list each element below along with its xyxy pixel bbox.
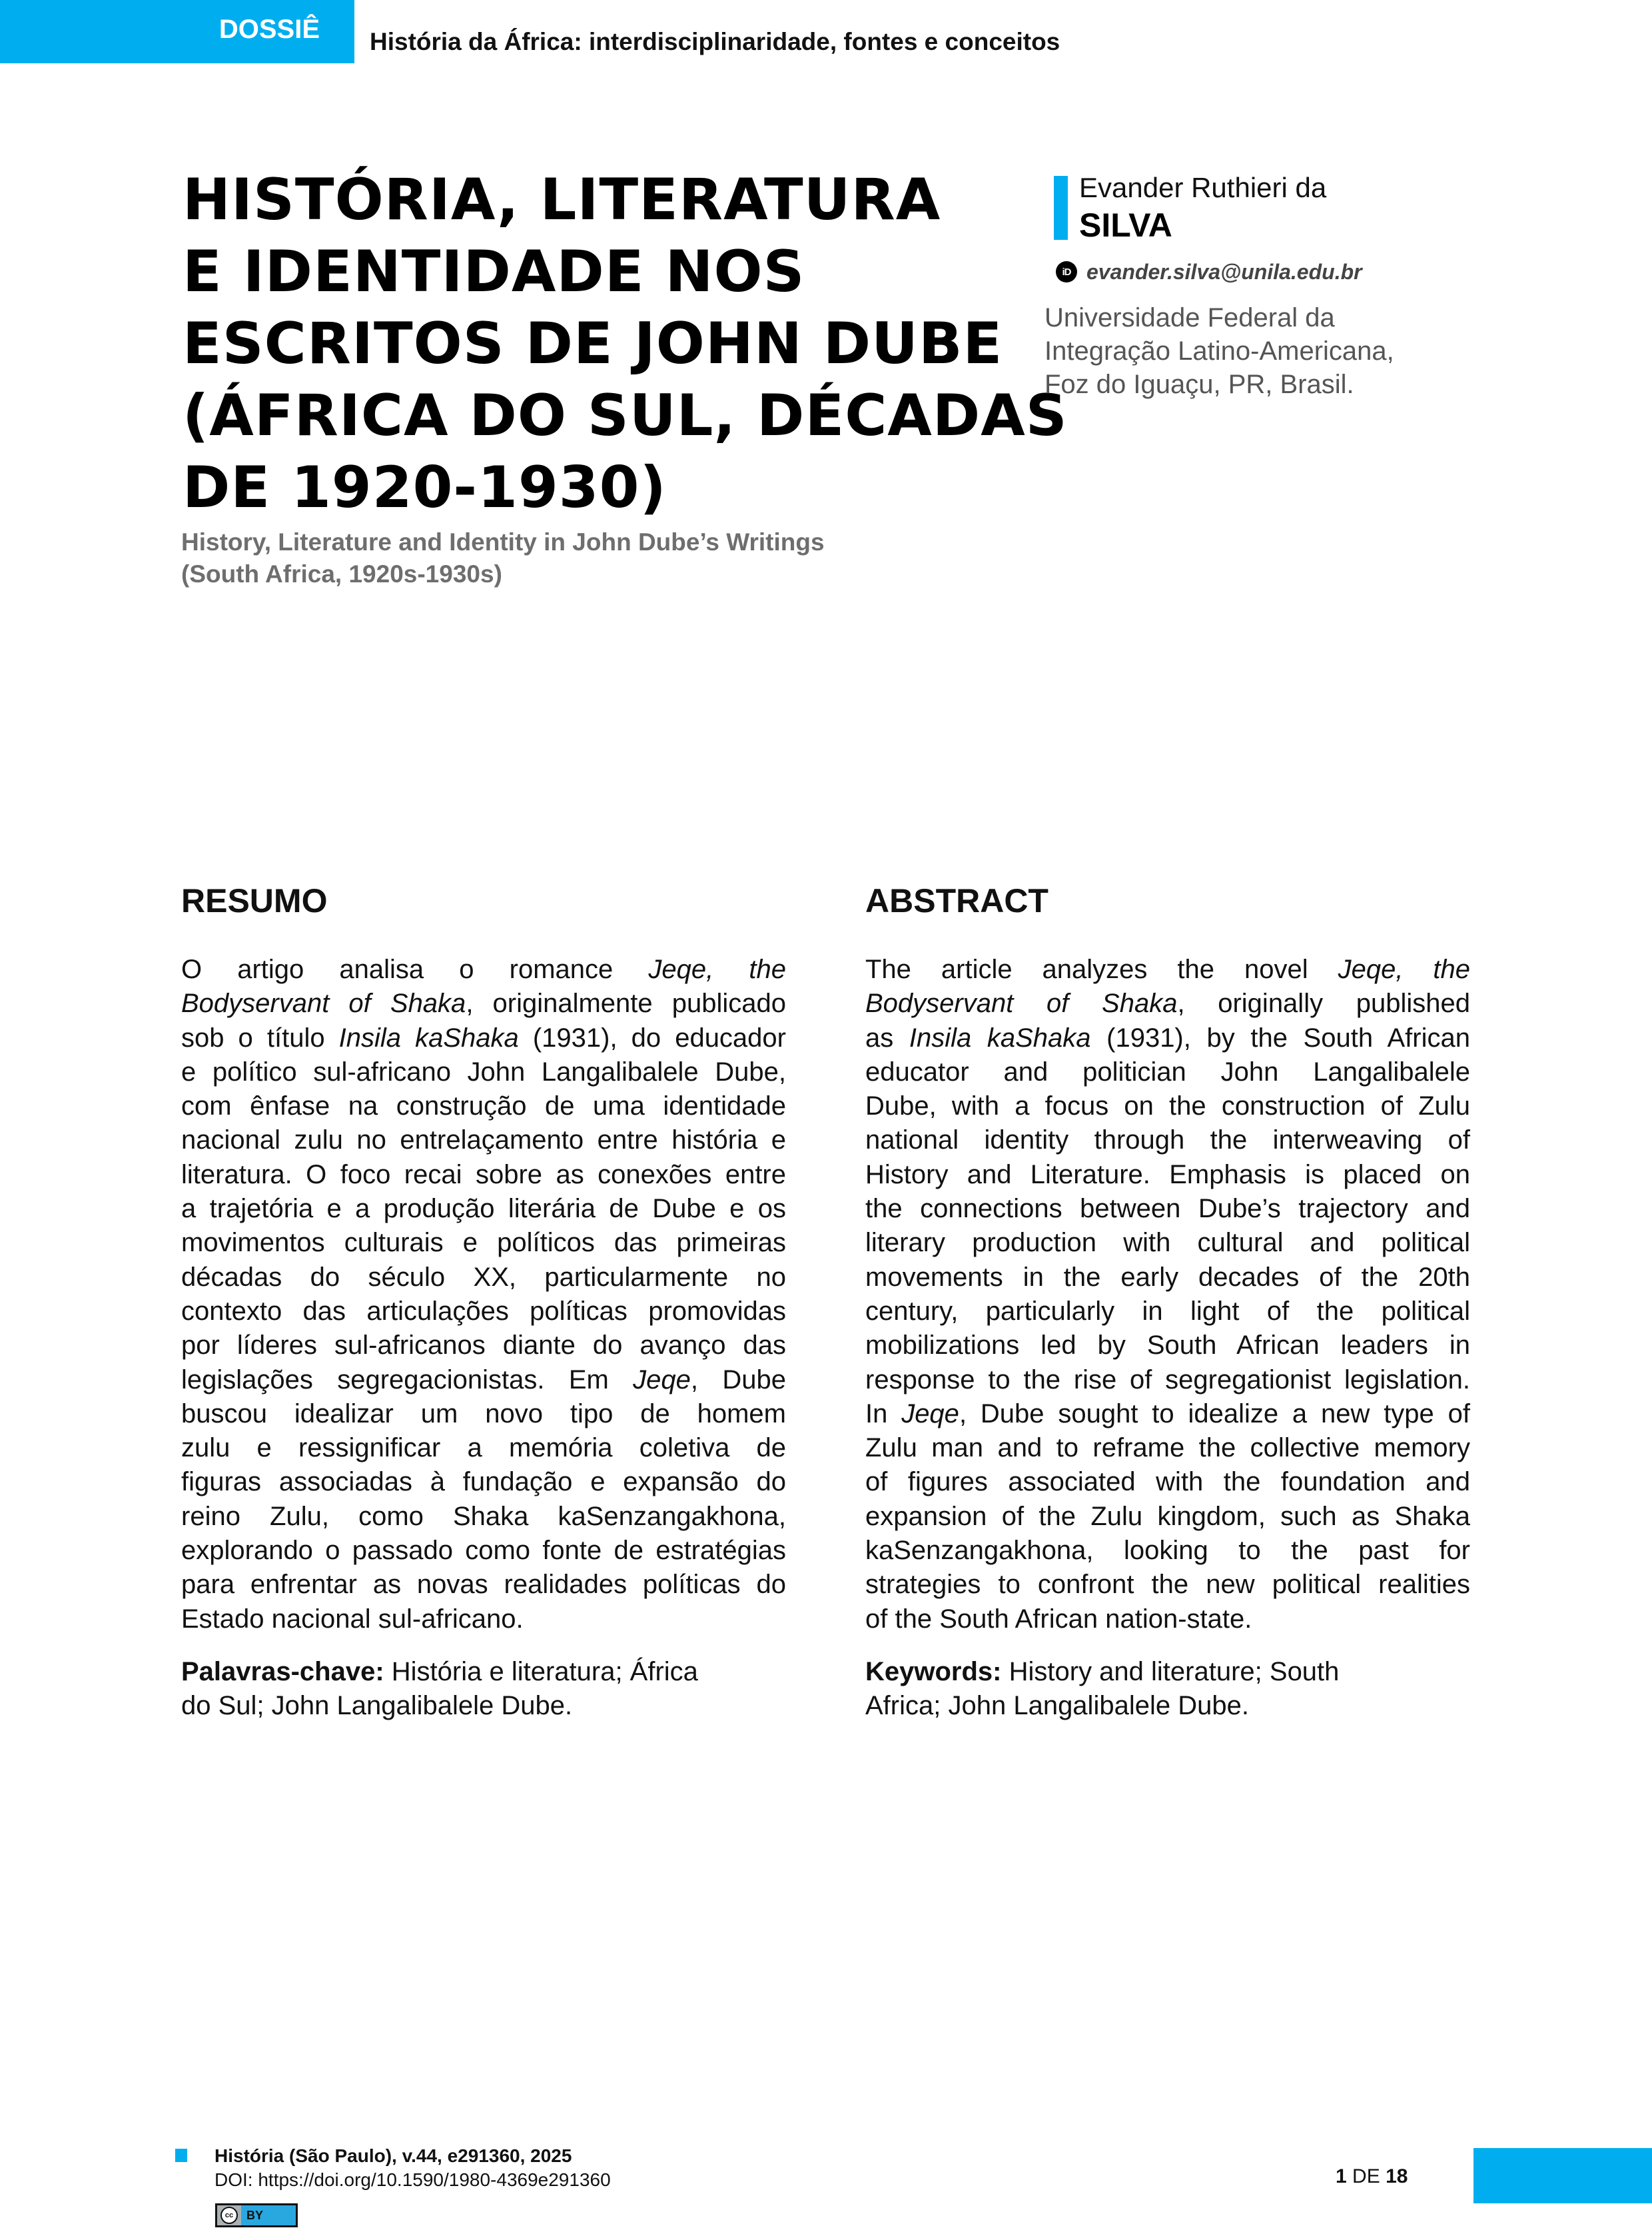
author-accent-bar <box>1054 176 1068 240</box>
paragraph-line: of the South African nation-state. <box>865 1604 1252 1634</box>
keywords-text: History and literature; South <box>1001 1656 1340 1686</box>
paragraph-line: sob o título Insila kaShaka (1931), do educador <box>181 1023 786 1053</box>
page-number <box>1336 2165 1408 2188</box>
affiliation-line: Foz do Iguaçu, PR, Brasil. <box>1044 370 1354 399</box>
paragraph-line: national identity through the interweaving of <box>865 1125 1470 1155</box>
cc-icon-area <box>217 2205 241 2225</box>
paragraph-line: of figures associated with the foundation and <box>865 1467 1470 1497</box>
paragraph-line: com ênfase na construção de uma identidade <box>181 1091 786 1121</box>
paragraph-line: contexto das articulações políticas promovidas <box>181 1296 786 1326</box>
current-page: 1 <box>1336 2165 1347 2187</box>
title-line: E IDENTIDADE NOS <box>183 239 805 305</box>
italic-title: Jeqe, the <box>1338 955 1471 984</box>
abstract-heading: ABSTRACT <box>865 882 1048 919</box>
paragraph-line: History and Literature. Emphasis is placed on <box>865 1159 1470 1189</box>
paragraph-line: reino Zulu, como Shaka kaSenzangakhona, <box>181 1501 786 1531</box>
paragraph-line: the connections between Dube’s trajectory and <box>865 1194 1470 1224</box>
paragraph-line: The article analyzes the novel Jeqe, the <box>865 955 1471 984</box>
resumo-section <box>181 881 786 1724</box>
paragraph-line: response to the rise of segregationist legislation. <box>865 1365 1470 1394</box>
author-given-names: Evander Ruthieri da <box>1079 172 1327 203</box>
dossier-title: História da África: interdisciplinaridade, fontes e conceitos <box>370 28 1060 55</box>
italic-title: Jeqe <box>901 1398 959 1428</box>
footer-accent-bar <box>1473 2148 1652 2203</box>
affiliation-line: Universidade Federal da <box>1044 303 1335 332</box>
title-line: (ÁFRICA DO SUL, DÉCADAS <box>183 382 1068 449</box>
paragraph-line: décadas do século XX, particularmente no <box>181 1262 786 1292</box>
footer-accent-square <box>175 2149 187 2162</box>
paragraph-line: as Insila kaShaka (1931), by the South African <box>865 1023 1470 1053</box>
author-contact <box>1056 259 1362 285</box>
keywords-label: Palavras-chave: <box>181 1656 384 1686</box>
paragraph-line: literary production with cultural and political <box>865 1228 1470 1258</box>
subtitle-line: History, Literature and Identity in John Dube’s Writings <box>181 528 825 556</box>
keywords-text: do Sul; John Langalibalele Dube. <box>181 1691 573 1721</box>
title-line: ESCRITOS DE JOHN DUBE <box>183 310 1003 377</box>
resumo-keywords <box>181 1655 786 1724</box>
paragraph-line: Estado nacional sul-africano. <box>181 1604 524 1634</box>
dossier-banner <box>0 0 354 63</box>
paragraph-line: O artigo analisa o romance Jeqe, the <box>181 955 786 984</box>
paragraph-line: educator and politician John Langalibalele <box>865 1057 1470 1087</box>
doi-link[interactable]: DOI: https://doi.org/10.1590/1980-4369e291360 <box>214 2169 611 2190</box>
paragraph-line: expansion of the Zulu kingdom, such as Shaka <box>865 1501 1470 1531</box>
abstract-section <box>865 881 1470 1724</box>
title-line: HISTÓRIA, LITERATURA <box>183 167 941 233</box>
keywords-label: Keywords: <box>865 1656 1002 1686</box>
author-family-name: SILVA <box>1079 207 1172 244</box>
paragraph-line: In Jeqe, Dube sought to idealize a new type of <box>865 1398 1470 1428</box>
paragraph-line: literatura. O foco recai sobre as conexões entre <box>181 1159 786 1189</box>
cc-by-label: BY <box>246 2208 264 2222</box>
italic-title: Jeqe <box>633 1365 691 1394</box>
page-separator: DE <box>1352 2165 1380 2187</box>
paragraph-line: por líderes sul-africanos diante do avanço das <box>181 1331 786 1361</box>
paragraph-line: para enfrentar as novas realidades políticas do <box>181 1570 786 1600</box>
keywords-text: Africa; John Langalibalele Dube. <box>865 1691 1249 1721</box>
paragraph-line: kaSenzangakhona, looking to the past for <box>865 1536 1470 1566</box>
paragraph-line: legislações segregacionistas. Em Jeqe, Dube <box>181 1365 786 1394</box>
orcid-id-icon[interactable]: iD <box>1056 261 1077 282</box>
article-subtitle-english <box>181 526 981 590</box>
subtitle-line: (South Africa, 1920s-1930s) <box>181 560 502 588</box>
italic-title: Bodyservant of Shaka <box>865 989 1178 1019</box>
abstract-keywords <box>865 1655 1470 1724</box>
paragraph-line: century, particularly in light of the political <box>865 1296 1470 1326</box>
paragraph-line: a trajetória e a produção literária de Dube e os <box>181 1194 786 1224</box>
paragraph-line: strategies to confront the new political realities <box>865 1570 1470 1600</box>
title-line: DE 1920-1930) <box>183 454 667 521</box>
author-affiliation <box>1044 301 1484 401</box>
italic-title: Jeqe, the <box>648 955 786 984</box>
paragraph-line: nacional zulu no entrelaçamento entre história e <box>181 1125 786 1155</box>
paragraph-line: e político sul-africano John Langalibalele Dube, <box>181 1057 786 1087</box>
total-pages: 18 <box>1386 2165 1408 2187</box>
paragraph-line: explorando o passado como fonte de estratégias <box>181 1536 786 1566</box>
resumo-heading: RESUMO <box>181 882 328 919</box>
paragraph-line: Bodyservant of Shaka, originalmente publicado <box>181 989 786 1019</box>
resumo-body <box>181 953 786 1636</box>
paragraph-line: buscou idealizar um novo tipo de homem <box>181 1398 786 1428</box>
italic-title: Insila kaShaka <box>909 1023 1091 1053</box>
paragraph-line: figuras associadas à fundação e expansão do <box>181 1467 786 1497</box>
journal-citation: História (São Paulo), v.44, e291360, 2025 <box>214 2145 572 2166</box>
abstract-body <box>865 953 1470 1636</box>
cc-by-license-badge[interactable] <box>215 2203 298 2227</box>
paragraph-line: movements in the early decades of the 20th <box>865 1262 1470 1292</box>
creative-commons-icon: cc <box>220 2207 238 2224</box>
paragraph-line: Bodyservant of Shaka, originally published <box>865 989 1470 1019</box>
affiliation-line: Integração Latino-Americana, <box>1044 336 1394 366</box>
paragraph-line: movimentos culturais e políticos das primeiras <box>181 1228 786 1258</box>
keywords-text: História e literatura; África <box>384 1656 698 1686</box>
italic-title: Insila kaShaka <box>338 1023 519 1053</box>
section-label: DOSSIÊ <box>218 15 320 44</box>
article-title <box>183 164 1068 524</box>
italic-title: Bodyservant of Shaka <box>181 989 466 1019</box>
paragraph-line: Dube, with a focus on the construction of Zulu <box>865 1091 1470 1121</box>
paragraph-line: zulu e ressignificar a memória coletiva de <box>181 1433 786 1463</box>
paragraph-line: mobilizations led by South African leaders in <box>865 1331 1470 1361</box>
author-email-link[interactable]: evander.silva@unila.edu.br <box>1086 259 1362 284</box>
paragraph-line: Zulu man and to reframe the collective memory <box>865 1433 1470 1463</box>
